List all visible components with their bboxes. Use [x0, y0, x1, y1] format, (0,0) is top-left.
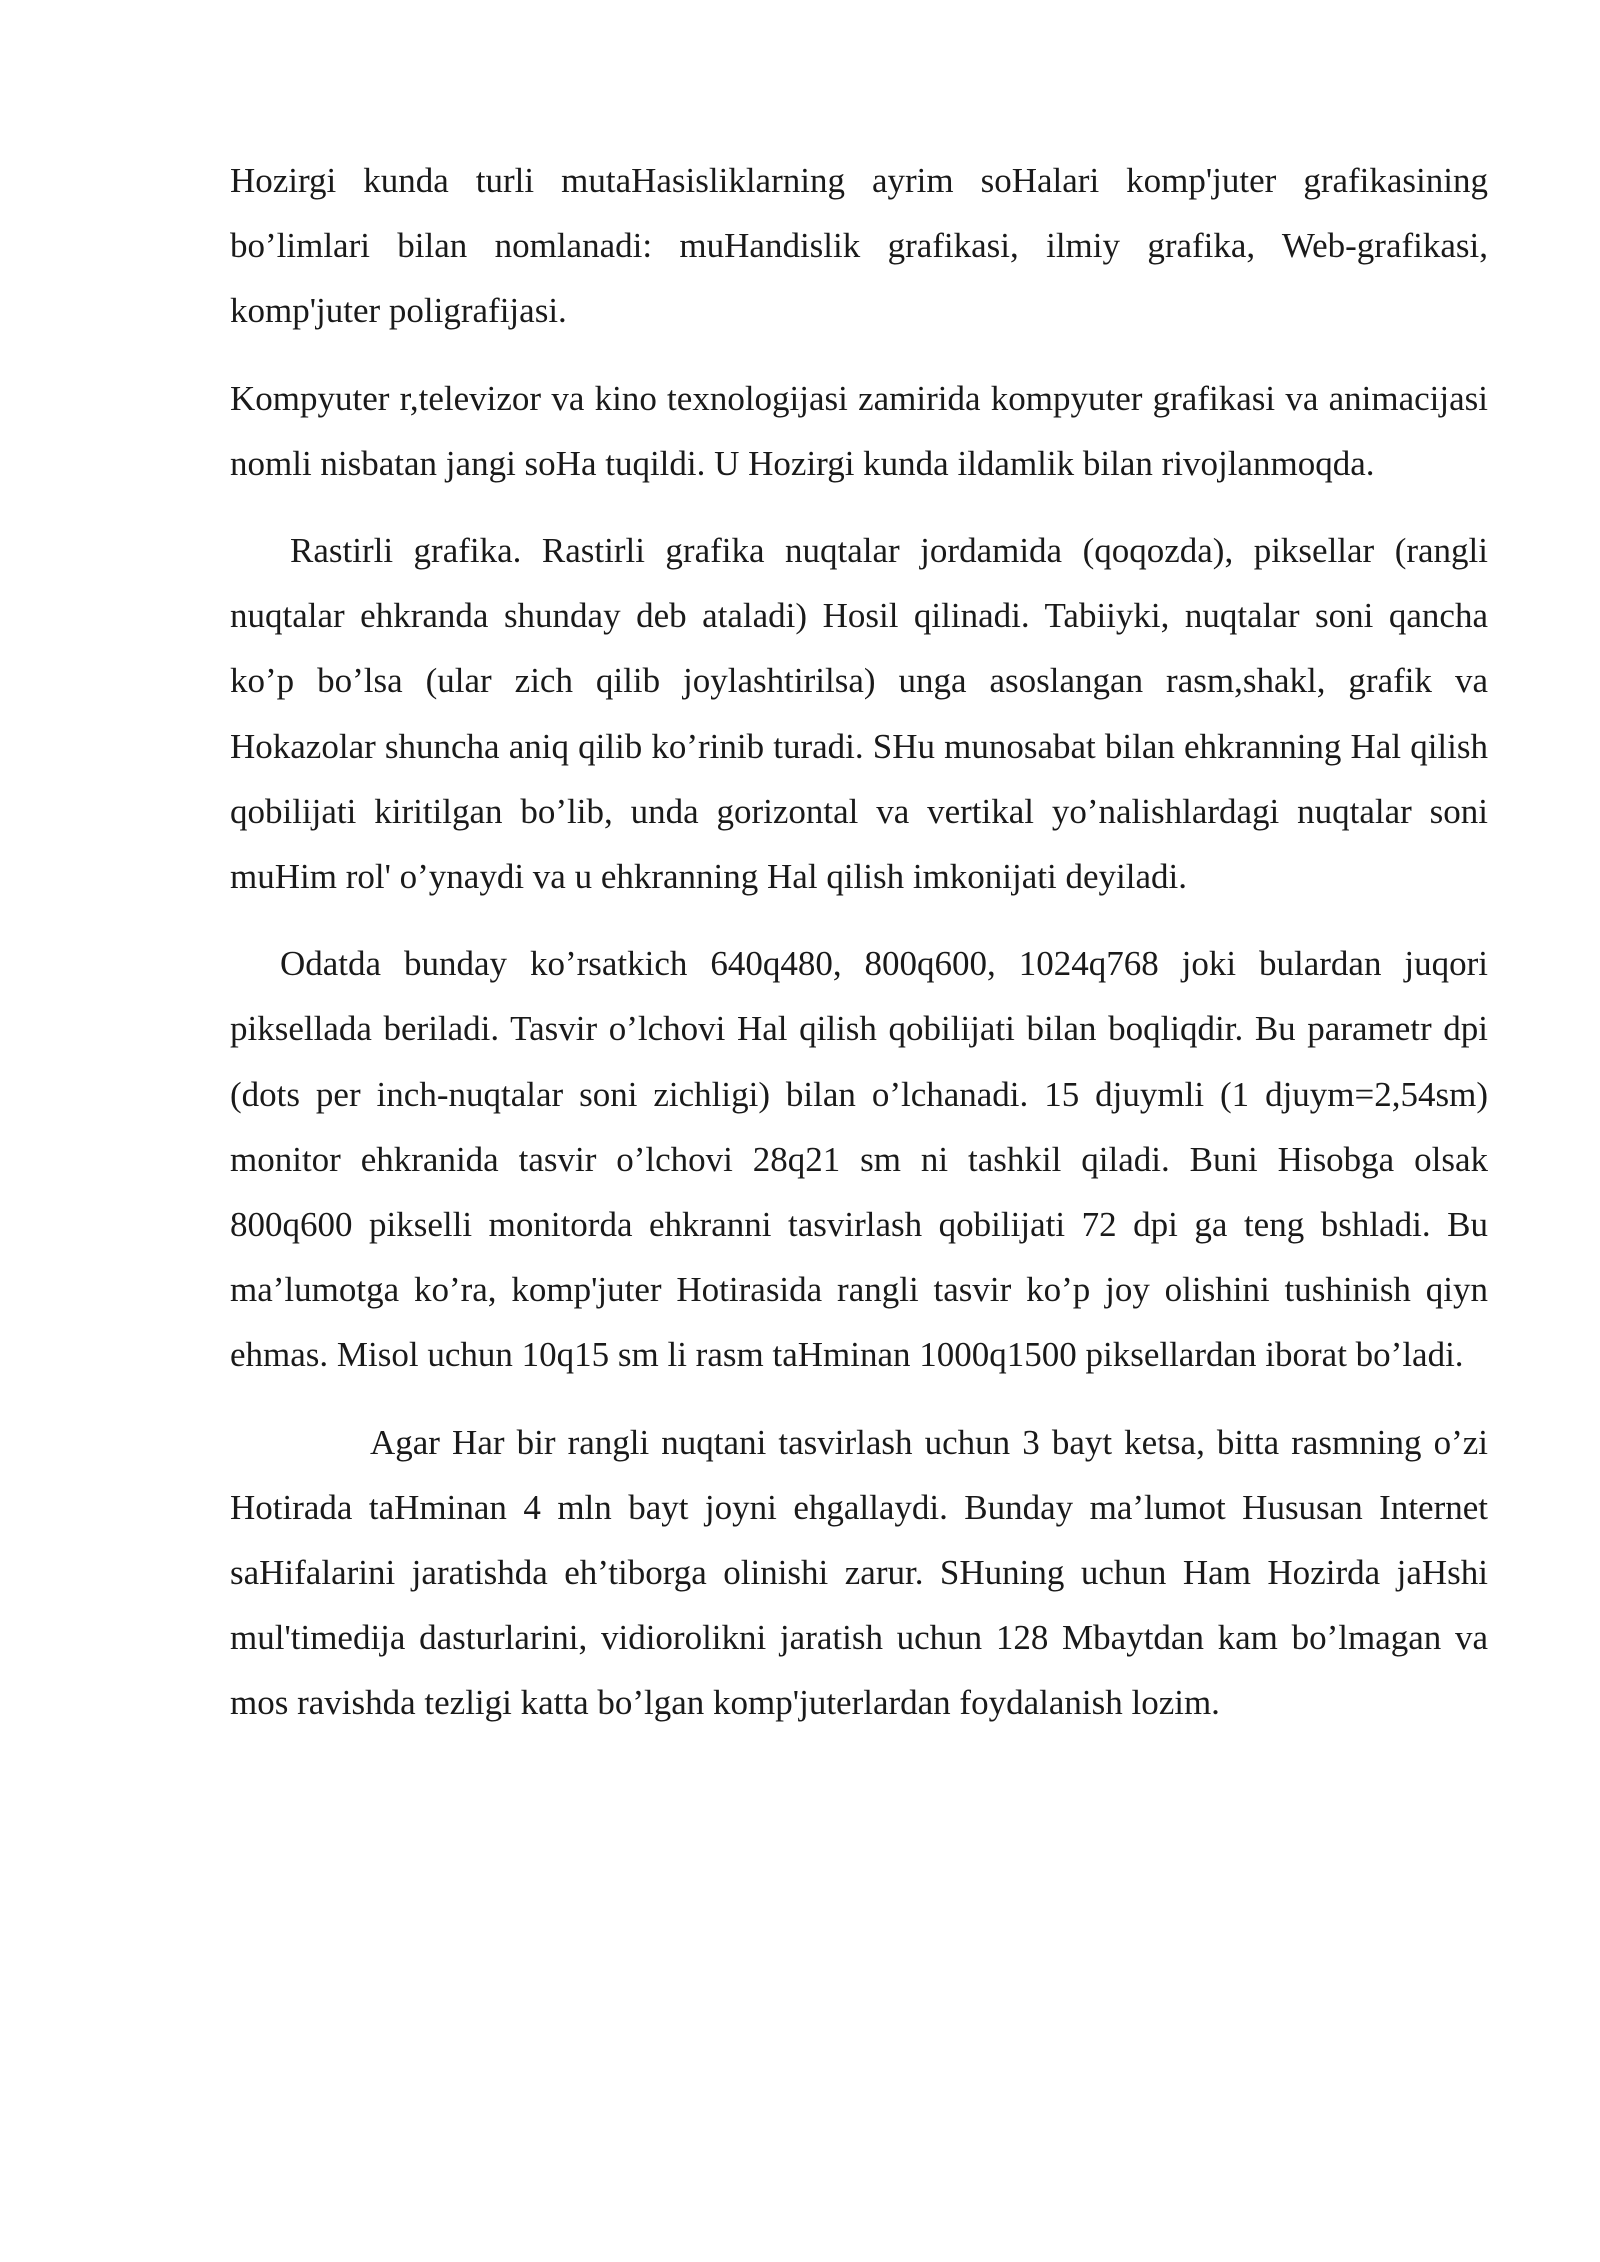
paragraph-intro: Hozirgi kunda turli mutaHasisliklarning ayrim soHalari komp'juter grafikasining bo’limlari bilan nomlanadi: muHandislik grafikasi, ilmiy grafika, Web-grafikasi, komp'juter poligrafijasi.: [230, 161, 1488, 331]
document-body: [230, 148, 1488, 1758]
paragraph-raster-graphics: Rastirli grafika. Rastirli grafika nuqtalar jordamida (qoqozda), piksellar (rangli nuqtalar ehkranda shunday deb ataladi) Hosil qilinadi. Tabiiyki, nuqtalar soni qancha ko’p bo’lsa (ular zich qilib joylashtirilsa) unga asoslangan rasm,shakl, grafik va Hokazolar shuncha aniq qilib ko’rinib turadi. SHu munosabat bilan ehkranning Hal qilish qobilijati kiritilgan bo’lib, unda gorizontal va vertikal yo’nalishlardagi nuqtalar soni muHim rol' o’ynaydi va u ehkranning Hal qilish imkonijati deyiladi.: [230, 531, 1488, 897]
paragraph-memory: Agar Har bir rangli nuqtani tasvirlash uchun 3 bayt ketsa, bitta rasmning o’zi Hotirada taHminan 4 mln bayt joyni ehgallaydi. Bunday ma’lumot Hususan Internet saHifalarini jaratishda eh’tiborga olinishi zarur. SHuning uchun Ham Hozirda jaHshi mul'timedija dasturlarini, vidiorolikni jaratish uchun 128 Mbaytdan kam bo’lmagan va mos ravishda tezligi katta bo’lgan komp'juterlardan foydalanish lozim.: [230, 1422, 1488, 1723]
paragraph-animation: Kompyuter r,televizor va kino texnologijasi zamirida kompyuter grafikasi va animacijasi nomli nisbatan jangi soHa tuqildi. U Hozirgi kunda ildamlik bilan rivojlanmoqda.: [230, 378, 1488, 483]
paragraph-resolution: Odatda bunday ko’rsatkich 640q480, 800q600, 1024q768 joki bulardan juqori piksellada beriladi. Tasvir o’lchovi Hal qilish qobilijati bilan boqliqdir. Bu parametr dpi (dots per inch-nuqtalar soni zichligi) bilan o’lchanadi. 15 djuymli (1 djuym=2,54sm) monitor ehkranida tasvir o’lchovi 28q21 sm ni tashkil qiladi. Buni Hisobga olsak 800q600 pikselli monitorda ehkranni tasvirlash qobilijati 72 dpi ga teng bshladi. Bu ma’lumotga ko’ra, komp'juter Hotirasida rangli tasvir ko’p joy olishini tushinish qiyn ehmas. Misol uchun 10q15 sm li rasm taHminan 1000q1500 piksellardan iborat bo’ladi.: [230, 944, 1488, 1375]
